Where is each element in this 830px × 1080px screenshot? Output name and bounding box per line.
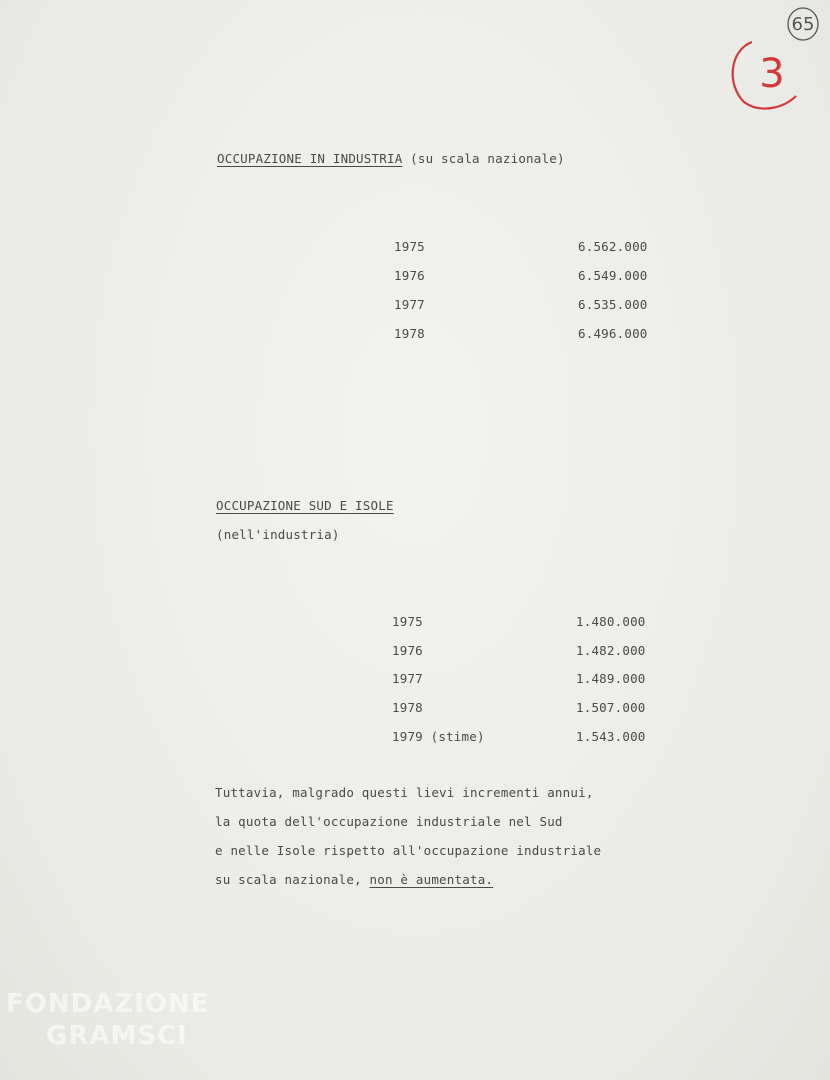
- section2-value: 1.507.000: [576, 700, 646, 715]
- watermark-line1: FONDAZIONE: [6, 989, 210, 1019]
- section2-heading: OCCUPAZIONE SUD E ISOLE: [216, 498, 394, 513]
- section1-year: 1976: [394, 268, 425, 283]
- watermark-logo: [6, 988, 209, 1052]
- red-mark-text: 3: [759, 51, 785, 97]
- section2-value: 1.543.000: [576, 729, 646, 744]
- section1-year: 1975: [394, 239, 425, 254]
- section1-value: 6.549.000: [578, 268, 648, 283]
- section2-value: 1.480.000: [576, 614, 646, 629]
- section1-subheading: (su scala nazionale): [410, 151, 565, 166]
- paragraph-line: su scala nazionale,: [215, 872, 362, 887]
- section1-value: 6.562.000: [578, 239, 648, 254]
- paragraph-line: la quota dell'occupazione industriale nel Sud: [215, 814, 563, 829]
- section2-year: 1976: [392, 643, 423, 658]
- page-number-text: 65: [791, 13, 815, 35]
- section1-value: 6.496.000: [578, 326, 648, 341]
- paragraph-line: Tuttavia, malgrado questi lievi incrementi annui,: [215, 785, 594, 800]
- section2-year: 1975: [392, 614, 423, 629]
- red-handwritten-mark: [722, 36, 802, 112]
- section2-year: 1978: [392, 700, 423, 715]
- section1-heading: OCCUPAZIONE IN INDUSTRIA: [217, 151, 403, 166]
- section1-value: 6.535.000: [578, 297, 648, 312]
- section2-subheading: (nell'industria): [216, 527, 340, 542]
- paragraph-line: e nelle Isole rispetto all'occupazione industriale: [215, 843, 602, 858]
- section2-value: 1.482.000: [576, 643, 646, 658]
- section1-year: 1977: [394, 297, 425, 312]
- section1-title: [217, 151, 565, 166]
- section2-year: 1979 (stime): [392, 729, 485, 744]
- section2-value: 1.489.000: [576, 671, 646, 686]
- paragraph-last-line: [215, 872, 493, 887]
- watermark-line2: GRAMSCI: [46, 1021, 188, 1051]
- section2-year: 1977: [392, 671, 423, 686]
- section1-year: 1978: [394, 326, 425, 341]
- paragraph-emphasis: non è aumentata.: [369, 872, 494, 887]
